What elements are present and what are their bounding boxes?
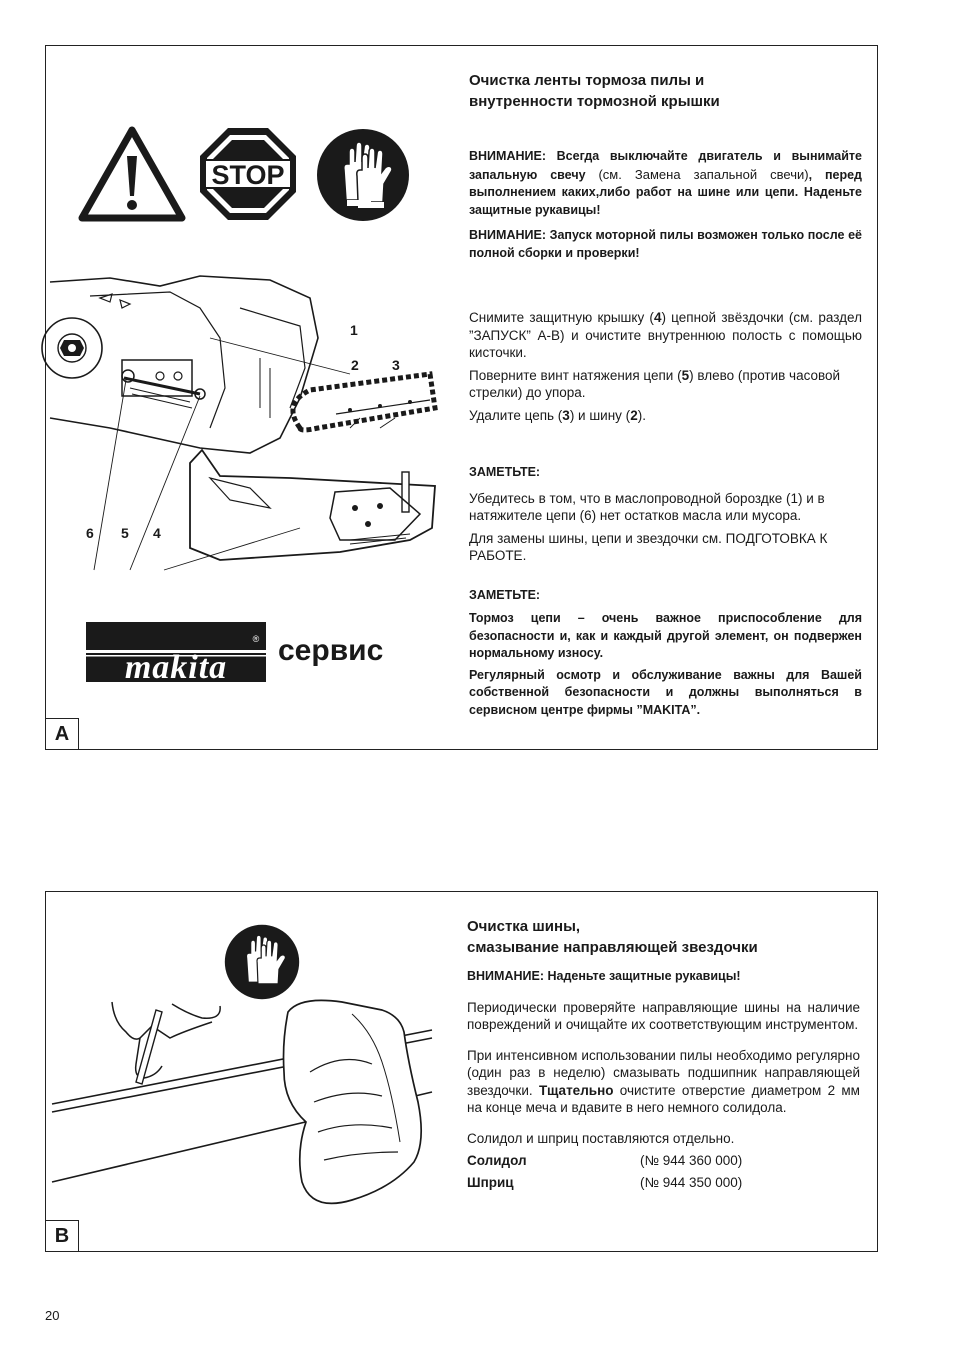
panel-b (45, 891, 878, 1252)
service-text: сервис (278, 634, 384, 667)
gloves-icon (224, 924, 300, 1000)
panel-b-paragraph-1: Периодически проверяйте направляющие шины на наличие повреждений и очищайте их соответствующим инструментом. (467, 999, 860, 1032)
step-2 (469, 367, 862, 402)
warning-1-tail: , перед выполнением каких,либо работ на шине или цепи. Наденьте защитные рукавицы! (469, 167, 862, 217)
spec-row (467, 1152, 860, 1170)
step-3-pre: Удалите цепь ( (469, 407, 563, 423)
callout-1: 1 (350, 322, 358, 338)
makita-reg-mark: ® (252, 634, 260, 644)
warning-1 (469, 148, 862, 219)
callout-5: 5 (121, 525, 129, 541)
stop-text: STOP (211, 160, 285, 190)
panel-b-label: B (45, 1220, 79, 1252)
makita-logo-text: makita (124, 649, 228, 686)
panel-a-label: A (45, 718, 79, 750)
chainsaw-brake-drawing (50, 278, 450, 578)
panel-b-warning: ВНИМАНИЕ: Наденьте защитные рукавицы! (467, 969, 741, 983)
note-1-text-2: Для замены шины, цепи и звездочки см. ПОДГОТОВКА К РАБОТЕ. (469, 530, 828, 563)
spec-row (467, 1174, 860, 1192)
panel-b-paragraph-2 (467, 1047, 860, 1117)
step-1-num: 4 (653, 310, 662, 325)
note-2-heading: ЗАМЕТЬТЕ: (469, 587, 541, 602)
paragraph-2-post: очистите отверстие диаметром 2 мм на конце меча и вдавите в него немного солидола. (467, 1082, 860, 1115)
page-number: 20 (45, 1308, 60, 1323)
spec-number: (№ 944 360 000) (640, 1153, 743, 1168)
spec-name: Солидол (467, 1153, 527, 1168)
note-1-text-1: Убедитесь в том, что в маслопроводной бороздке (1) и в натяжителе цепи (6) нет остатков масла или мусора. (469, 490, 825, 523)
warning-1-lead: ВНИМАНИЕ: Всегда выключайте двигатель и вынимайте запальную свечу (469, 149, 862, 182)
gloves-icon (316, 128, 410, 222)
step-3-num1: 3 (562, 407, 570, 423)
step-3-mid: ) и шину ( (569, 407, 631, 423)
step-1 (469, 309, 862, 362)
warning-triangle-icon (78, 126, 186, 222)
step-1-post: ) цепной звёздочки (см. раздел ”ЗАПУСК” A-B) и очистите внутреннюю полость с помощью кисточки. (469, 310, 862, 360)
paragraph-2-bold: Тщательно (538, 1082, 614, 1098)
warning-1-ref: (см. Замена запальной свечи) (598, 166, 809, 182)
warning-2: ВНИМАНИЕ: Запуск моторной пилы возможен только после её полной сборки и проверки! (469, 228, 862, 260)
makita-logo (86, 622, 268, 684)
note-1-heading: ЗАМЕТЬТЕ: (469, 465, 541, 479)
panel-a (45, 45, 878, 750)
callout-4: 4 (153, 525, 161, 541)
panel-a-text (469, 70, 862, 719)
step-2-post: ) влево (против часовой стрелки) до упора. (469, 367, 841, 400)
step-2-num: 5 (681, 367, 690, 383)
spec-name: Шприц (467, 1174, 514, 1190)
paragraph-2-pre: При интенсивном использовании пилы необходимо регулярно (один раз в неделю) смазывать подшипник направляющей звездочки. (467, 1047, 860, 1098)
step-1-pre: Снимите защитную крышку ( (469, 310, 654, 325)
note-2-text-2: Регулярный осмотр и обслуживание важны для Вашей собственной безопасности и должны выполняться в сервисном центре фирмы ”MAKITA”. (469, 667, 862, 717)
callout-2: 2 (351, 357, 359, 373)
step-3-post: ). (637, 407, 646, 423)
step-3 (469, 407, 862, 425)
panel-b-title-line1: Очистка шины, (467, 918, 581, 935)
step-2-pre: Поверните винт натяжения цепи ( (469, 367, 682, 383)
panel-b-title-line2: смазывание направляющей звездочки (467, 939, 758, 956)
panel-b-text (467, 916, 860, 1191)
callout-6: 6 (86, 525, 94, 541)
panel-b-paragraph-3: Солидол и шприц поставляются отдельно. (467, 1130, 735, 1146)
note-2-text-1: Тормоз цепи – очень важное приспособление для безопасности и, как и каждый другой элемент, он подвержен нормальному износу. (469, 611, 862, 660)
callout-3: 3 (392, 357, 400, 373)
step-3-num2: 2 (630, 407, 638, 423)
bar-cleaning-drawing (52, 992, 452, 1222)
stop-sign-icon (198, 126, 298, 222)
spec-number: (№ 944 350 000) (640, 1174, 743, 1190)
panel-a-title: Очистка ленты тормоза пилы и внутренности тормозной крышки (469, 72, 720, 110)
